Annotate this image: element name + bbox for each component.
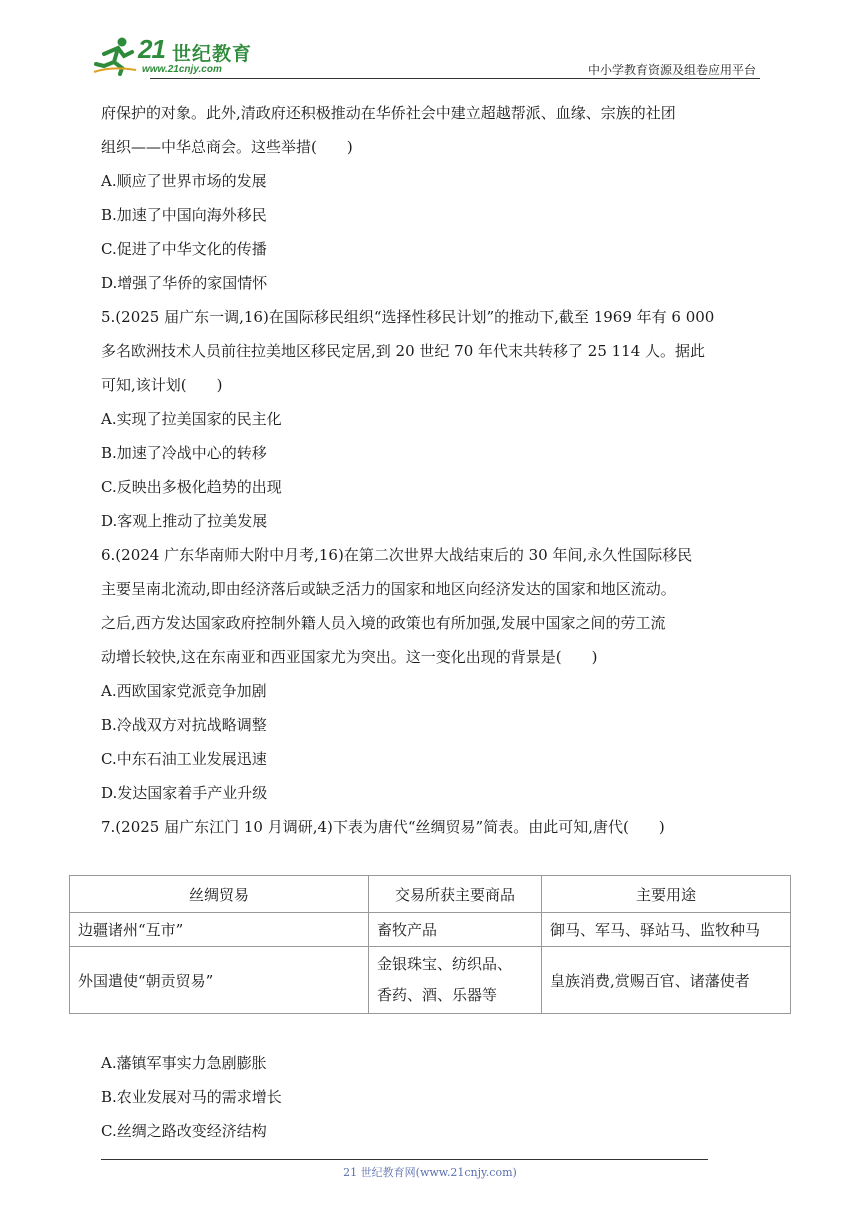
option-d[interactable]: D.增强了华侨的家国情怀 [101, 274, 268, 292]
column-header: 主要用途 [542, 876, 791, 913]
page-header [92, 30, 760, 80]
option-b[interactable]: B.加速了冷战中心的转移 [101, 444, 267, 462]
question-6-stem: 6.(2024 广东华南师大附中月考,16)在第二次世界大战结束后的 30 年间,永久性国际移民 [101, 546, 693, 564]
column-header: 交易所获主要商品 [369, 876, 542, 913]
table-cell [369, 947, 542, 1014]
question-7-options [101, 1046, 282, 1148]
option-a[interactable]: A.藩镇军事实力急剧膨胀 [101, 1054, 267, 1072]
footer-divider [101, 1159, 708, 1160]
site-logo[interactable] [92, 36, 262, 76]
column-header: 丝绸贸易 [70, 876, 369, 913]
option-a[interactable]: A.顺应了世界市场的发展 [101, 172, 267, 190]
table-cell: 御马、军马、驿站马、监牧种马 [542, 913, 791, 947]
question-text: 可知,该计划( ) [101, 376, 223, 394]
option-c[interactable]: C.丝绸之路改变经济结构 [101, 1122, 267, 1140]
logo-text: 世纪教育 [172, 43, 253, 65]
question-text: 主要呈南北流动,即由经济落后或缺乏活力的国家和地区向经济发达的国家和地区流动。 [101, 580, 676, 598]
logo-number: 21 [138, 34, 165, 64]
option-b[interactable]: B.加速了中国向海外移民 [101, 206, 267, 224]
table-row [70, 913, 791, 947]
question-5-stem: 5.(2025 届广东一调,16)在国际移民组织“选择性移民计划”的推动下,截至 1969 年有 6 000 [101, 308, 715, 326]
question-text: 之后,西方发达国家政府控制外籍人员入境的政策也有所加强,发展中国家之间的劳工流 [101, 614, 666, 632]
runner-icon [92, 36, 138, 76]
table-row [70, 947, 791, 1014]
silk-trade-table [69, 875, 791, 1014]
option-c[interactable]: C.中东石油工业发展迅速 [101, 750, 267, 768]
cell-line: 金银珠宝、纺织品、 [377, 955, 513, 973]
option-c[interactable]: C.促进了中华文化的传播 [101, 240, 267, 258]
question-text: 动增长较快,这在东南亚和西亚国家尤为突出。这一变化出现的背景是( ) [101, 648, 598, 666]
question-text: 组织——中华总商会。这些举措( ) [101, 138, 353, 156]
question-text: 府保护的对象。此外,清政府还积极推动在华侨社会中建立超越帮派、血缘、宗族的社团 [101, 104, 676, 122]
table-cell: 皇族消费,赏赐百官、诸藩使者 [542, 947, 791, 1014]
table-cell: 畜牧产品 [369, 913, 542, 947]
question-content [101, 96, 769, 844]
question-7-stem: 7.(2025 届广东江门 10 月调研,4)下表为唐代“丝绸贸易”简表。由此可知,唐代( ) [101, 818, 665, 836]
option-b[interactable]: B.农业发展对马的需求增长 [101, 1088, 282, 1106]
table-cell: 边疆诸州“互市” [70, 913, 369, 947]
cell-line: 香药、酒、乐器等 [377, 986, 498, 1004]
option-c[interactable]: C.反映出多极化趋势的出现 [101, 478, 282, 496]
logo-url: www.21cnjy.com [142, 64, 222, 75]
table-header-row [70, 876, 791, 913]
option-d[interactable]: D.发达国家着手产业升级 [101, 784, 268, 802]
option-a[interactable]: A.实现了拉美国家的民主化 [101, 410, 282, 428]
question-text: 多名欧洲技术人员前往拉美地区移民定居,到 20 世纪 70 年代末共转移了 25 114 人。据此 [101, 342, 706, 360]
table-cell: 外国遣使“朝贡贸易” [70, 947, 369, 1014]
header-divider [150, 78, 760, 79]
option-b[interactable]: B.冷战双方对抗战略调整 [101, 716, 267, 734]
option-a[interactable]: A.西欧国家党派竞争加剧 [101, 682, 267, 700]
option-d[interactable]: D.客观上推动了拉美发展 [101, 512, 268, 530]
platform-title: 中小学教育资源及组卷应用平台 [587, 63, 756, 77]
footer-link[interactable]: 21 世纪教育网(www.21cnjy.com) [343, 1166, 517, 1179]
